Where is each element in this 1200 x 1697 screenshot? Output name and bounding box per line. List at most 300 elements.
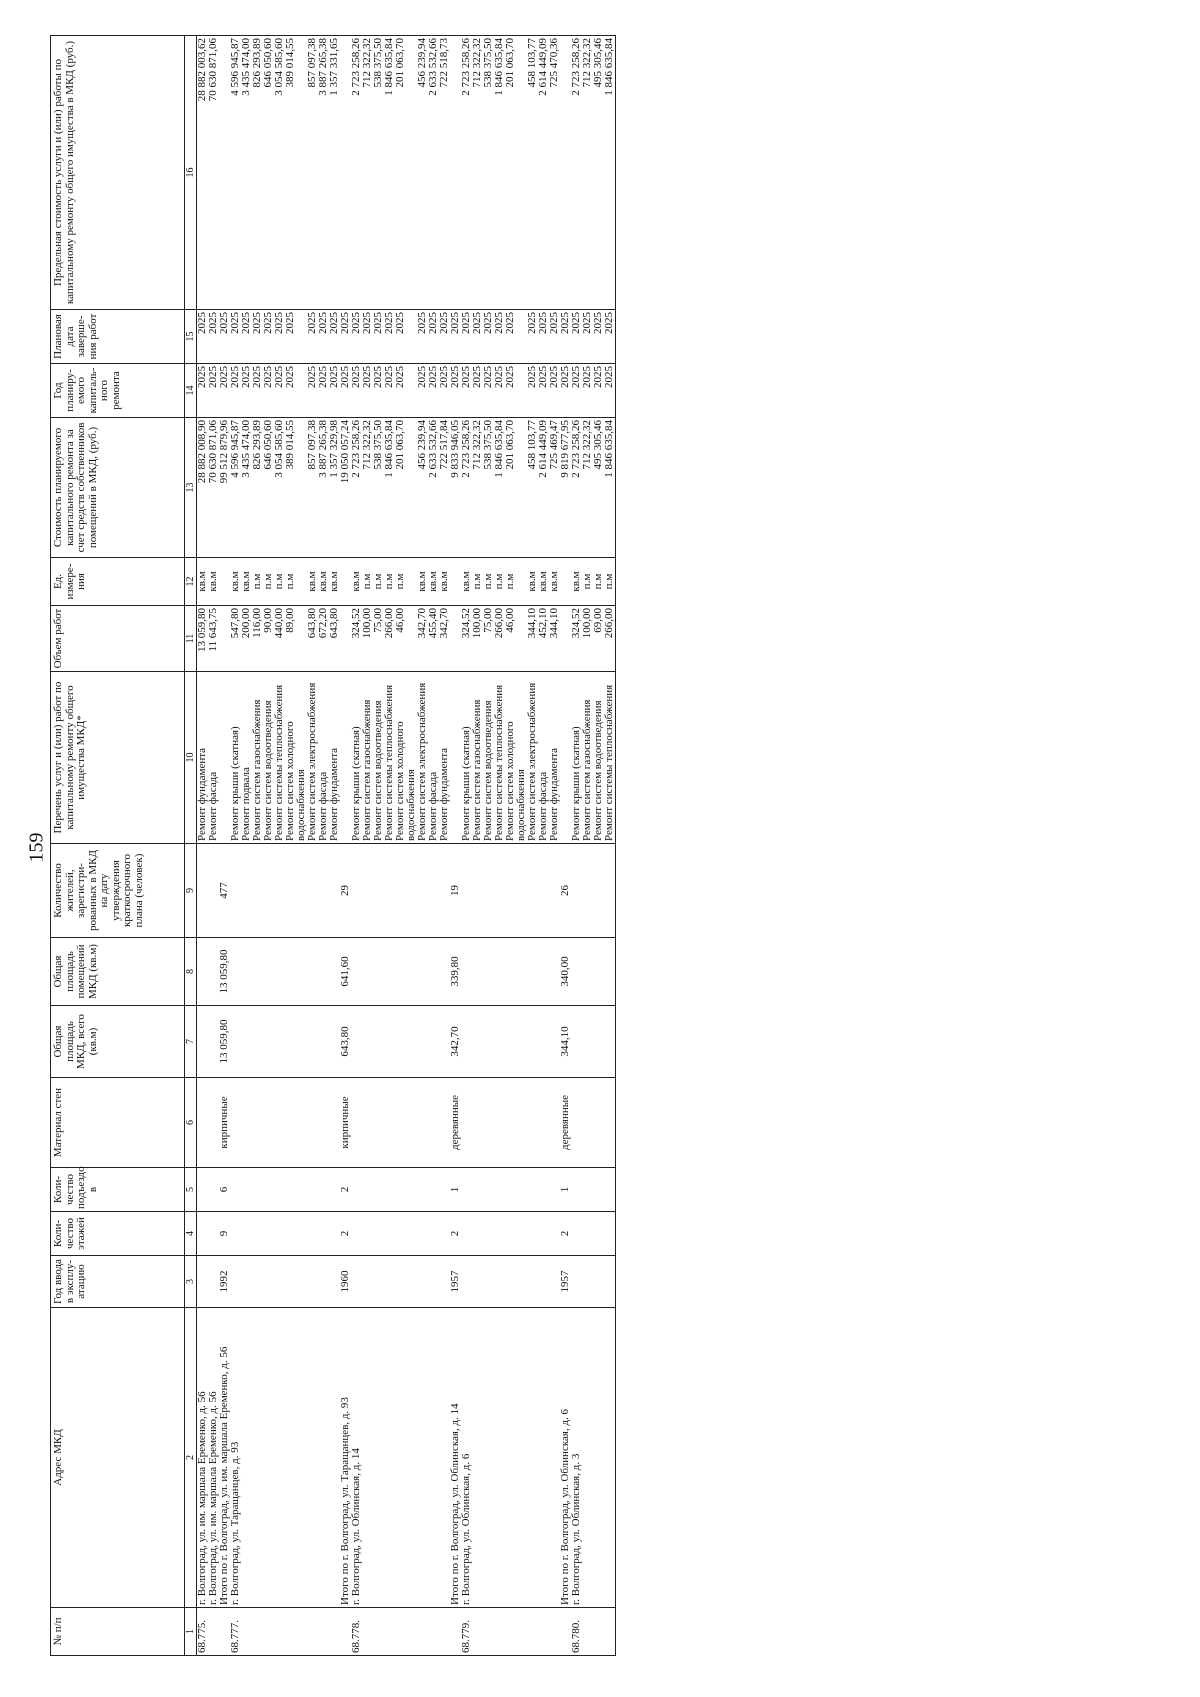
table-body — [197, 36, 616, 1656]
work-volume-cell: 344,10 — [527, 606, 538, 672]
floors-cell — [373, 1212, 384, 1256]
cost-cell: 2 614 449,09 — [538, 418, 549, 558]
total-area-cell — [307, 1006, 318, 1078]
residents-cell — [604, 844, 616, 938]
address-cell — [384, 1308, 395, 1608]
repair-year-cell: 2025 — [285, 364, 307, 418]
row-number — [285, 1608, 307, 1656]
completion-year-cell: 2025 — [571, 310, 582, 364]
limit-cost-cell: 389 014,55 — [285, 36, 307, 310]
year-built-cell — [307, 1256, 318, 1308]
work-type-cell: Ремонт систем газоснабжения — [362, 672, 373, 844]
cost-cell: 1 846 635,84 — [494, 418, 505, 558]
column-number: 16 — [185, 36, 197, 310]
year-built-cell — [384, 1256, 395, 1308]
table-row — [505, 36, 527, 1656]
table-row — [274, 36, 285, 1656]
column-number: 2 — [185, 1308, 197, 1608]
entrances-cell — [307, 1168, 318, 1212]
total-area-cell — [263, 1006, 274, 1078]
premises-area-cell — [351, 938, 362, 1006]
column-number: 15 — [185, 310, 197, 364]
work-volume-cell: 266,00 — [494, 606, 505, 672]
work-volume-cell: 116,00 — [252, 606, 263, 672]
work-volume-cell: 547,80 — [230, 606, 241, 672]
year-built-cell — [582, 1256, 593, 1308]
header-cell: Ед. измере-ния — [51, 558, 185, 606]
completion-year-cell: 2025 — [318, 310, 329, 364]
completion-year-cell: 2025 — [527, 310, 538, 364]
residents-cell — [472, 844, 483, 938]
residents-cell — [285, 844, 307, 938]
work-volume-cell: 69,00 — [593, 606, 604, 672]
work-type-cell: Ремонт систем холодного водоснабжения — [395, 672, 417, 844]
premises-area-cell — [197, 938, 209, 1006]
address-cell — [604, 1308, 616, 1608]
wall-material-cell — [461, 1078, 472, 1168]
limit-cost-cell: 1 846 635,84 — [384, 36, 395, 310]
floors-cell — [351, 1212, 362, 1256]
header-cell: Плановая дата заверше-ния работ — [51, 310, 185, 364]
limit-cost-cell: 857 097,38 — [307, 36, 318, 310]
table-row — [582, 36, 593, 1656]
limit-cost-cell: 722 518,73 — [439, 36, 450, 310]
column-number: 4 — [185, 1212, 197, 1256]
limit-cost-cell: 646 050,60 — [263, 36, 274, 310]
total-area-cell — [230, 1006, 241, 1078]
year-built-cell — [318, 1256, 329, 1308]
work-volume-cell: 75,00 — [373, 606, 384, 672]
year-built-cell — [571, 1256, 582, 1308]
work-volume-cell: 324,52 — [571, 606, 582, 672]
column-number: 7 — [185, 1006, 197, 1078]
floors-cell — [285, 1212, 307, 1256]
address-cell — [505, 1308, 527, 1608]
table-row — [560, 36, 571, 1656]
cost-cell: 28 882 008,90 — [197, 418, 209, 558]
address-cell — [285, 1308, 307, 1608]
limit-cost-cell: 4 596 945,87 — [230, 36, 241, 310]
premises-area-cell — [494, 938, 505, 1006]
floors-cell — [582, 1212, 593, 1256]
premises-area-cell — [538, 938, 549, 1006]
repair-year-cell: 2025 — [527, 364, 538, 418]
wall-material-cell — [241, 1078, 252, 1168]
residents-cell — [395, 844, 417, 938]
total-area-cell — [593, 1006, 604, 1078]
work-volume-cell: 13 059,80 — [197, 606, 209, 672]
residents-cell: 26 — [560, 844, 571, 938]
wall-material-cell — [593, 1078, 604, 1168]
limit-cost-cell: 2 723 258,26 — [461, 36, 472, 310]
entrances-cell — [593, 1168, 604, 1212]
row-number — [417, 1608, 428, 1656]
unit-cell: кв.м — [230, 558, 241, 606]
column-number: 10 — [185, 672, 197, 844]
premises-area-cell — [318, 938, 329, 1006]
row-number — [274, 1608, 285, 1656]
unit-cell: п.м — [494, 558, 505, 606]
address-cell: Итого по г. Волгоград, ул. им. маршала Еременко, д. 56 — [219, 1308, 230, 1608]
address-cell: г. Волгоград, ул. Облинская, д. 14 — [351, 1308, 362, 1608]
year-built-cell — [285, 1256, 307, 1308]
floors-cell — [593, 1212, 604, 1256]
repair-year-cell: 2025 — [450, 364, 461, 418]
entrances-cell — [417, 1168, 428, 1212]
limit-cost-cell: 712 322,32 — [582, 36, 593, 310]
row-number: 68.778. — [351, 1608, 362, 1656]
work-type-cell: Ремонт системы теплоснабжения — [274, 672, 285, 844]
total-area-cell — [483, 1006, 494, 1078]
total-area-cell — [362, 1006, 373, 1078]
limit-cost-cell: 1 846 635,84 — [494, 36, 505, 310]
repair-year-cell: 2025 — [373, 364, 384, 418]
premises-area-cell — [417, 938, 428, 1006]
premises-area-cell — [604, 938, 616, 1006]
row-number — [538, 1608, 549, 1656]
completion-year-cell: 2025 — [373, 310, 384, 364]
work-volume-cell: 75,00 — [483, 606, 494, 672]
floors-cell — [461, 1212, 472, 1256]
premises-area-cell — [384, 938, 395, 1006]
repair-year-cell: 2025 — [505, 364, 527, 418]
floors-cell — [384, 1212, 395, 1256]
wall-material-cell — [604, 1078, 616, 1168]
unit-cell: п.м — [373, 558, 384, 606]
completion-year-cell: 2025 — [395, 310, 417, 364]
residents-cell — [230, 844, 241, 938]
table-row — [263, 36, 274, 1656]
total-area-cell — [318, 1006, 329, 1078]
entrances-cell: 1 — [450, 1168, 461, 1212]
repair-year-cell: 2025 — [582, 364, 593, 418]
premises-area-cell — [395, 938, 417, 1006]
completion-year-cell: 2025 — [362, 310, 373, 364]
entrances-cell — [252, 1168, 263, 1212]
work-volume-cell: 266,00 — [384, 606, 395, 672]
year-built-cell — [505, 1256, 527, 1308]
unit-cell: п.м — [274, 558, 285, 606]
unit-cell: кв.м — [571, 558, 582, 606]
wall-material-cell — [494, 1078, 505, 1168]
year-built-cell — [197, 1256, 209, 1308]
residents-cell — [428, 844, 439, 938]
wall-material-cell — [307, 1078, 318, 1168]
floors-cell — [241, 1212, 252, 1256]
work-volume-cell: 11 643,75 — [208, 606, 219, 672]
year-built-cell — [604, 1256, 616, 1308]
completion-year-cell: 2025 — [241, 310, 252, 364]
work-volume-cell: 90,00 — [263, 606, 274, 672]
cost-cell: 3 435 474,00 — [241, 418, 252, 558]
address-cell: Итого по г. Волгоград, ул. Облинская, д. 6 — [560, 1308, 571, 1608]
total-area-cell — [252, 1006, 263, 1078]
residents-cell — [318, 844, 329, 938]
header-cell: Предельная стоимость услуги и (или) работы по капитальному ремонту общего имущества в МКД (руб.) — [51, 36, 185, 310]
completion-year-cell: 2025 — [252, 310, 263, 364]
repair-year-cell: 2025 — [538, 364, 549, 418]
repair-year-cell: 2025 — [241, 364, 252, 418]
cost-cell: 4 596 945,87 — [230, 418, 241, 558]
address-cell: Итого по г. Волгоград, ул. Облинская, д. 14 — [450, 1308, 461, 1608]
wall-material-cell: деревянные — [450, 1078, 461, 1168]
cost-cell: 725 469,47 — [549, 418, 560, 558]
unit-cell: кв.м — [318, 558, 329, 606]
total-area-cell — [417, 1006, 428, 1078]
limit-cost-cell: 458 103,77 — [527, 36, 538, 310]
table-row — [340, 36, 351, 1656]
entrances-cell: 2 — [340, 1168, 351, 1212]
total-area-cell — [351, 1006, 362, 1078]
column-number: 12 — [185, 558, 197, 606]
entrances-cell — [230, 1168, 241, 1212]
cost-cell: 70 630 871,06 — [208, 418, 219, 558]
column-number: 1 — [185, 1608, 197, 1656]
work-volume-cell: 266,00 — [604, 606, 616, 672]
repair-year-cell: 2025 — [351, 364, 362, 418]
repair-year-cell: 2025 — [560, 364, 571, 418]
premises-area-cell — [472, 938, 483, 1006]
table-row — [494, 36, 505, 1656]
repair-year-cell: 2025 — [318, 364, 329, 418]
residents-cell — [494, 844, 505, 938]
cost-cell: 712 322,32 — [362, 418, 373, 558]
table-row — [483, 36, 494, 1656]
premises-area-cell: 13 059,80 — [219, 938, 230, 1006]
premises-area-cell — [582, 938, 593, 1006]
limit-cost-cell: 70 630 871,06 — [208, 36, 219, 310]
work-volume-cell: 89,00 — [285, 606, 307, 672]
wall-material-cell — [483, 1078, 494, 1168]
floors-cell: 2 — [450, 1212, 461, 1256]
wall-material-cell — [527, 1078, 538, 1168]
wall-material-cell — [472, 1078, 483, 1168]
completion-year-cell: 2025 — [329, 310, 340, 364]
cost-cell: 712 322,32 — [582, 418, 593, 558]
residents-cell — [351, 844, 362, 938]
work-volume-cell: 342,70 — [439, 606, 450, 672]
residents-cell: 29 — [340, 844, 351, 938]
row-number — [307, 1608, 318, 1656]
limit-cost-cell: 3 054 585,60 — [274, 36, 285, 310]
completion-year-cell: 2025 — [450, 310, 461, 364]
year-built-cell — [483, 1256, 494, 1308]
header-cell: Перечень услуг и (или) работ по капитальному ремонту общего имущества МКД* — [51, 672, 185, 844]
address-cell — [472, 1308, 483, 1608]
cost-cell: 1 846 635,84 — [604, 418, 616, 558]
limit-cost-cell: 1 846 635,84 — [604, 36, 616, 310]
premises-area-cell — [373, 938, 384, 1006]
completion-year-cell: 2025 — [439, 310, 450, 364]
year-built-cell — [362, 1256, 373, 1308]
address-cell — [318, 1308, 329, 1608]
repair-year-cell: 2025 — [329, 364, 340, 418]
repair-year-cell: 2025 — [384, 364, 395, 418]
column-number: 6 — [185, 1078, 197, 1168]
completion-year-cell: 2025 — [208, 310, 219, 364]
total-area-cell — [274, 1006, 285, 1078]
premises-area-cell — [252, 938, 263, 1006]
work-type-cell: Ремонт систем газоснабжения — [472, 672, 483, 844]
table-row — [252, 36, 263, 1656]
address-cell: Итого по г. Волгоград, ул. Таращанцев, д. 93 — [340, 1308, 351, 1608]
cost-cell: 646 050,60 — [263, 418, 274, 558]
work-type-cell: Ремонт фундамента — [329, 672, 340, 844]
table-row — [472, 36, 483, 1656]
entrances-cell — [428, 1168, 439, 1212]
premises-area-cell — [505, 938, 527, 1006]
residents-cell — [274, 844, 285, 938]
unit-cell: кв.м — [208, 558, 219, 606]
limit-cost-cell: 456 239,94 — [417, 36, 428, 310]
row-number — [318, 1608, 329, 1656]
repair-year-cell: 2025 — [472, 364, 483, 418]
completion-year-cell: 2025 — [285, 310, 307, 364]
premises-area-cell — [263, 938, 274, 1006]
header-cell: Год ввода в эксплу-атацию — [51, 1256, 185, 1308]
work-type-cell: Ремонт систем электроснабжения — [307, 672, 318, 844]
work-volume-cell: 324,52 — [351, 606, 362, 672]
entrances-cell — [395, 1168, 417, 1212]
year-built-cell: 1957 — [450, 1256, 461, 1308]
work-type-cell: Ремонт систем электроснабжения — [527, 672, 538, 844]
repair-year-cell: 2025 — [593, 364, 604, 418]
wall-material-cell — [274, 1078, 285, 1168]
row-number — [549, 1608, 560, 1656]
repair-year-cell: 2025 — [549, 364, 560, 418]
table-row — [318, 36, 329, 1656]
completion-year-cell: 2025 — [307, 310, 318, 364]
work-type-cell: Ремонт фасада — [208, 672, 219, 844]
cost-cell: 3 054 585,60 — [274, 418, 285, 558]
wall-material-cell — [538, 1078, 549, 1168]
limit-cost-cell: 712 322,32 — [472, 36, 483, 310]
address-cell — [582, 1308, 593, 1608]
address-cell — [417, 1308, 428, 1608]
column-number: 14 — [185, 364, 197, 418]
year-built-cell — [593, 1256, 604, 1308]
repair-year-cell: 2025 — [340, 364, 351, 418]
row-number — [505, 1608, 527, 1656]
entrances-cell — [604, 1168, 616, 1212]
completion-year-cell: 2025 — [604, 310, 616, 364]
year-built-cell — [263, 1256, 274, 1308]
address-cell: г. Волгоград, ул. Облинская, д. 6 — [461, 1308, 472, 1608]
wall-material-cell — [230, 1078, 241, 1168]
wall-material-cell — [373, 1078, 384, 1168]
address-cell — [395, 1308, 417, 1608]
cost-cell: 826 293,89 — [252, 418, 263, 558]
table-row — [593, 36, 604, 1656]
limit-cost-cell: 495 305,46 — [593, 36, 604, 310]
row-number — [604, 1608, 616, 1656]
cost-cell: 2 723 258,26 — [461, 418, 472, 558]
limit-cost-cell: 3 887 265,38 — [318, 36, 329, 310]
total-area-cell — [505, 1006, 527, 1078]
repair-year-cell: 2025 — [208, 364, 219, 418]
year-built-cell — [527, 1256, 538, 1308]
completion-year-cell: 2025 — [197, 310, 209, 364]
unit-cell: п.м — [582, 558, 593, 606]
header-cell: Коли-чество подъездо в — [51, 1168, 185, 1212]
completion-year-cell: 2025 — [505, 310, 527, 364]
unit-cell: кв.м — [439, 558, 450, 606]
work-type-cell: Ремонт крыши (скатная) — [461, 672, 472, 844]
wall-material-cell: кирпичные — [219, 1078, 230, 1168]
total-area-cell — [461, 1006, 472, 1078]
floors-cell — [274, 1212, 285, 1256]
unit-cell: кв.м — [549, 558, 560, 606]
year-built-cell — [428, 1256, 439, 1308]
work-volume-cell: 672,20 — [318, 606, 329, 672]
entrances-cell — [527, 1168, 538, 1212]
row-number — [384, 1608, 395, 1656]
unit-cell: кв.м — [527, 558, 538, 606]
work-type-cell: Ремонт систем холодного водоснабжения — [285, 672, 307, 844]
residents-cell: 19 — [450, 844, 461, 938]
total-area-cell — [571, 1006, 582, 1078]
limit-cost-cell: 2 614 449,09 — [538, 36, 549, 310]
header-cell: Коли-чество этажей — [51, 1212, 185, 1256]
repair-year-cell: 2025 — [428, 364, 439, 418]
row-number: 68.775. — [197, 1608, 209, 1656]
wall-material-cell: деревянные — [560, 1078, 571, 1168]
entrances-cell — [274, 1168, 285, 1212]
residents-cell — [582, 844, 593, 938]
table-row — [538, 36, 549, 1656]
total-area-cell — [395, 1006, 417, 1078]
premises-area-cell — [461, 938, 472, 1006]
table-row — [450, 36, 461, 1656]
year-built-cell: 1960 — [340, 1256, 351, 1308]
work-type-cell: Ремонт систем холодного водоснабжения — [505, 672, 527, 844]
total-area-cell — [494, 1006, 505, 1078]
residents-cell — [461, 844, 472, 938]
address-cell: г. Волгоград, ул. им. маршала Еременко, д. 56 — [208, 1308, 219, 1608]
repair-year-cell: 2025 — [252, 364, 263, 418]
entrances-cell — [318, 1168, 329, 1212]
work-type-cell: Ремонт фасада — [318, 672, 329, 844]
address-cell — [538, 1308, 549, 1608]
entrances-cell — [494, 1168, 505, 1212]
table-row — [362, 36, 373, 1656]
work-type-cell: Ремонт фасада — [428, 672, 439, 844]
total-area-cell: 342,70 — [450, 1006, 461, 1078]
cost-cell: 712 322,32 — [472, 418, 483, 558]
address-cell — [241, 1308, 252, 1608]
repair-year-cell: 2025 — [197, 364, 209, 418]
entrances-cell — [571, 1168, 582, 1212]
floors-cell — [197, 1212, 209, 1256]
column-number: 11 — [185, 606, 197, 672]
row-number — [263, 1608, 274, 1656]
address-cell — [373, 1308, 384, 1608]
residents-cell — [373, 844, 384, 938]
year-built-cell — [274, 1256, 285, 1308]
table-row — [307, 36, 318, 1656]
row-number — [483, 1608, 494, 1656]
unit-cell: п.м — [395, 558, 417, 606]
limit-cost-cell: 2 723 258,26 — [351, 36, 362, 310]
cost-cell: 201 063,70 — [395, 418, 417, 558]
unit-cell: п.м — [263, 558, 274, 606]
floors-cell — [395, 1212, 417, 1256]
work-type-cell: Ремонт систем водоотведения — [263, 672, 274, 844]
table-row — [527, 36, 538, 1656]
repair-year-cell: 2025 — [571, 364, 582, 418]
work-volume-cell: 100,00 — [582, 606, 593, 672]
completion-year-cell: 2025 — [340, 310, 351, 364]
